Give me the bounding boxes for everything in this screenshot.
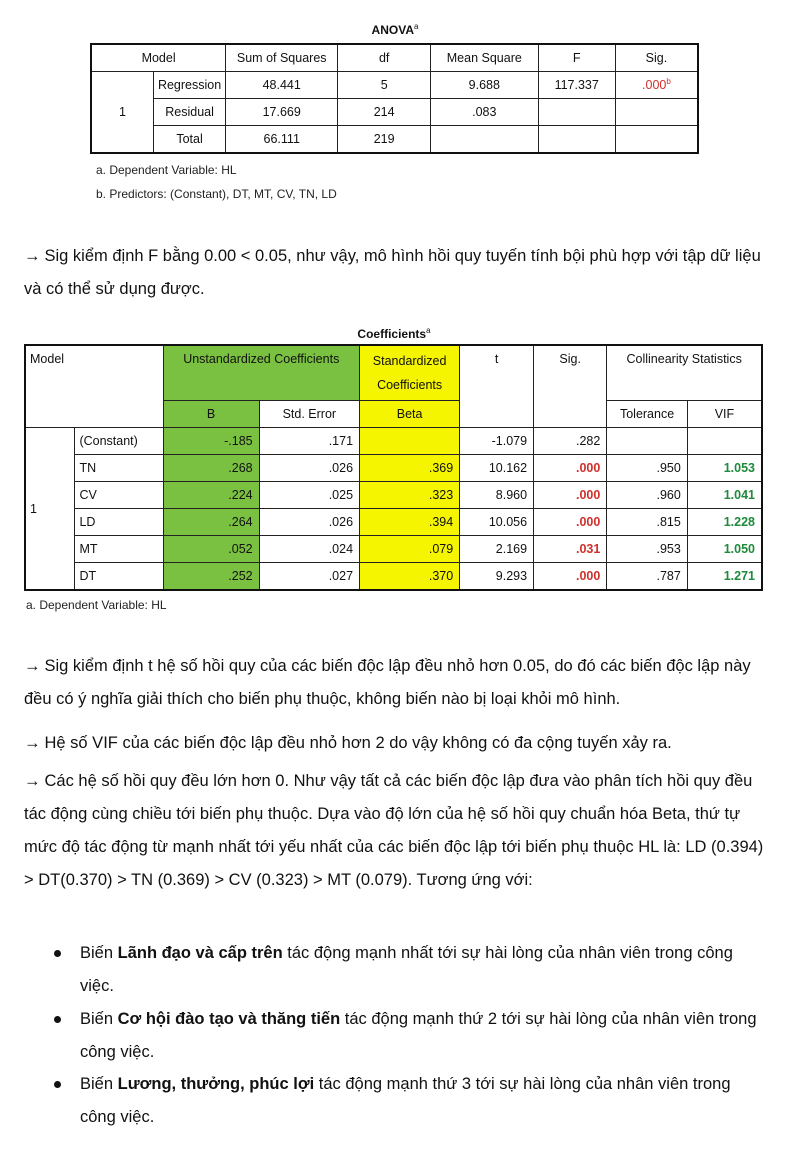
anova-row-regression bbox=[91, 72, 698, 99]
coef-row-cv bbox=[25, 482, 762, 509]
coef-cell-t: 2.169 bbox=[460, 536, 534, 563]
coef-cell-beta: .394 bbox=[360, 509, 460, 536]
coef-header-se: Std. Error bbox=[259, 401, 359, 428]
coef-cell-sig: .031 bbox=[534, 536, 607, 563]
coef-cell-vif bbox=[687, 428, 762, 455]
coef-row-tn bbox=[25, 455, 762, 482]
paragraph-f-test: → Sig kiểm định F bằng 0.00 < 0.05, như vậy, mô hình hồi quy tuyến tính bội phù hợp với tập dữ liệu và có thể sử dụng được. bbox=[24, 247, 761, 298]
coef-row-ld bbox=[25, 509, 762, 536]
anova-cell-f bbox=[538, 99, 615, 126]
anova-cell-f: 117.337 bbox=[538, 72, 615, 99]
coef-header-t: t bbox=[460, 345, 534, 428]
anova-header-row bbox=[91, 44, 698, 72]
arrow-icon: → bbox=[24, 657, 41, 675]
coef-cell-tolerance: .960 bbox=[607, 482, 688, 509]
coef-row-dt bbox=[25, 563, 762, 591]
anova-cell-sig bbox=[615, 99, 698, 126]
paragraph-t-test: → Sig kiểm định t hệ số hồi quy của các biến độc lập đều nhỏ hơn 0.05, do đó các biến độc lập này đều có ý nghĩa giải thích cho biến phụ thuộc, không biến nào bị loại khỏi mô hình. bbox=[24, 657, 751, 708]
coef-header-standardized: Standardized Coefficients bbox=[360, 345, 460, 401]
coefficients-title: Coefficients$^a$ bbox=[357, 326, 431, 341]
coef-cell-sig: .000 bbox=[534, 482, 607, 509]
coef-model-number: 1 bbox=[25, 428, 75, 591]
anova-cell-df: 219 bbox=[338, 126, 431, 154]
paragraph-vif: → Hệ số VIF của các biến độc lập đều nhỏ hơn 2 do vậy không có đa cộng tuyến xảy ra. bbox=[24, 734, 672, 752]
anova-row-residual bbox=[91, 99, 698, 126]
coef-cell-se: .025 bbox=[259, 482, 359, 509]
anova-row-label: Regression bbox=[153, 72, 225, 99]
coef-cell-tolerance: .950 bbox=[607, 455, 688, 482]
coef-cell-sig: .000 bbox=[534, 563, 607, 591]
bullet-icon bbox=[54, 1081, 61, 1088]
coef-header-tolerance: Tolerance bbox=[607, 401, 688, 428]
anova-cell-ms: 9.688 bbox=[431, 72, 538, 99]
coef-cell-se: .026 bbox=[259, 455, 359, 482]
coef-cell-se: .027 bbox=[259, 563, 359, 591]
coef-row-mt bbox=[25, 536, 762, 563]
coef-var-label: (Constant) bbox=[75, 428, 163, 455]
coef-cell-vif: 1.053 bbox=[687, 455, 762, 482]
coef-cell-sig: .000 bbox=[534, 509, 607, 536]
coef-cell-b: .224 bbox=[163, 482, 259, 509]
coef-var-label: TN bbox=[75, 455, 163, 482]
coef-cell-b: .052 bbox=[163, 536, 259, 563]
coef-cell-t: 10.056 bbox=[460, 509, 534, 536]
anova-header-model: Model bbox=[91, 44, 226, 72]
anova-row-total bbox=[91, 126, 698, 154]
coef-cell-beta bbox=[360, 428, 460, 455]
anova-cell-df: 214 bbox=[338, 99, 431, 126]
coef-cell-vif: 1.271 bbox=[687, 563, 762, 591]
anova-cell-df: 5 bbox=[338, 72, 431, 99]
coef-cell-t: 10.162 bbox=[460, 455, 534, 482]
bullet-item: Biến Cơ hội đào tạo và thăng tiến tác động mạnh thứ 2 tới sự hài lòng của nhân viên trong công việc. bbox=[54, 1003, 766, 1069]
anova-cell-ms bbox=[431, 126, 538, 154]
coef-cell-sig: .282 bbox=[534, 428, 607, 455]
anova-header-ss: Sum of Squares bbox=[226, 44, 338, 72]
coef-var-label: CV bbox=[75, 482, 163, 509]
coef-var-label: DT bbox=[75, 563, 163, 591]
coef-cell-t: 9.293 bbox=[460, 563, 534, 591]
coefficients-table bbox=[24, 344, 763, 591]
coef-header-unstandardized: Unstandardized Coefficients bbox=[163, 345, 360, 401]
anova-cell-f bbox=[538, 126, 615, 154]
coef-header-b: B bbox=[163, 401, 259, 428]
coef-cell-tolerance bbox=[607, 428, 688, 455]
coef-cell-beta: .370 bbox=[360, 563, 460, 591]
bullet-icon bbox=[54, 1016, 61, 1023]
anova-row-label: Total bbox=[153, 126, 225, 154]
anova-cell-ss: 66.111 bbox=[226, 126, 338, 154]
coef-header-row-1 bbox=[25, 345, 762, 401]
coefficients-footnote: a. Dependent Variable: HL bbox=[26, 598, 167, 612]
coef-cell-b: .268 bbox=[163, 455, 259, 482]
coef-cell-tolerance: .787 bbox=[607, 563, 688, 591]
coef-cell-tolerance: .953 bbox=[607, 536, 688, 563]
anova-header-ms: Mean Square bbox=[431, 44, 538, 72]
coef-cell-t: 8.960 bbox=[460, 482, 534, 509]
bullet-icon bbox=[54, 950, 61, 957]
coef-cell-beta: .369 bbox=[360, 455, 460, 482]
coef-header-model: Model bbox=[25, 345, 163, 428]
anova-table bbox=[90, 43, 699, 154]
coef-header-vif: VIF bbox=[687, 401, 762, 428]
coef-cell-vif: 1.050 bbox=[687, 536, 762, 563]
anova-cell-sig bbox=[615, 126, 698, 154]
coef-cell-tolerance: .815 bbox=[607, 509, 688, 536]
anova-cell-ss: 48.441 bbox=[226, 72, 338, 99]
anova-title: ANOVA$^a$ bbox=[371, 22, 419, 37]
anova-header-df: df bbox=[338, 44, 431, 72]
coef-cell-b: -.185 bbox=[163, 428, 259, 455]
anova-model-number: 1 bbox=[91, 72, 153, 154]
coef-cell-beta: .079 bbox=[360, 536, 460, 563]
coef-header-beta: Beta bbox=[360, 401, 460, 428]
anova-header-sig: Sig. bbox=[615, 44, 698, 72]
coef-header-collinearity: Collinearity Statistics bbox=[607, 345, 762, 401]
coef-row-constant bbox=[25, 428, 762, 455]
coef-var-label: LD bbox=[75, 509, 163, 536]
coef-cell-b: .252 bbox=[163, 563, 259, 591]
coef-cell-t: -1.079 bbox=[460, 428, 534, 455]
coef-cell-beta: .323 bbox=[360, 482, 460, 509]
arrow-icon: → bbox=[24, 734, 41, 752]
arrow-icon: → bbox=[24, 772, 41, 790]
bullet-item: Biến Lãnh đạo và cấp trên tác động mạnh nhất tới sự hài lòng của nhân viên trong công việc. bbox=[54, 937, 766, 1003]
anova-row-label: Residual bbox=[153, 99, 225, 126]
anova-footnote-a: a. Dependent Variable: HL bbox=[96, 163, 237, 177]
paragraph-beta-ranking: → Các hệ số hồi quy đều lớn hơn 0. Như vậy tất cả các biến độc lập đưa vào phân tích hồi quy đều tác động cùng chiều tới biến phụ thuộc. Dựa vào độ lớn của hệ số hồi quy chuẩn hóa Beta, thứ tự mức độ tác động từ mạnh nhất tới yếu nhất của các biến độc lập tới biến phụ thuộc HL là: LD (0.394) > DT(0.370) > TN (0.369) > CV (0.323) > MT (0.079). Tương ứng với: bbox=[24, 772, 764, 889]
anova-header-f: F bbox=[538, 44, 615, 72]
coef-cell-vif: 1.228 bbox=[687, 509, 762, 536]
coef-cell-b: .264 bbox=[163, 509, 259, 536]
coef-cell-vif: 1.041 bbox=[687, 482, 762, 509]
arrow-icon: → bbox=[24, 247, 41, 265]
bullet-item: Biến Lương, thưởng, phúc lợi tác động mạnh thứ 3 tới sự hài lòng của nhân viên trong công việc. bbox=[54, 1068, 766, 1134]
coef-cell-se: .171 bbox=[259, 428, 359, 455]
anova-cell-sig: .000$^b$ bbox=[615, 72, 698, 99]
anova-cell-ss: 17.669 bbox=[226, 99, 338, 126]
anova-cell-ms: .083 bbox=[431, 99, 538, 126]
coef-var-label: MT bbox=[75, 536, 163, 563]
coef-header-sig: Sig. bbox=[534, 345, 607, 428]
anova-footnote-b: b. Predictors: (Constant), DT, MT, CV, TN, LD bbox=[96, 187, 337, 201]
coef-cell-se: .024 bbox=[259, 536, 359, 563]
coef-cell-se: .026 bbox=[259, 509, 359, 536]
coef-cell-sig: .000 bbox=[534, 455, 607, 482]
